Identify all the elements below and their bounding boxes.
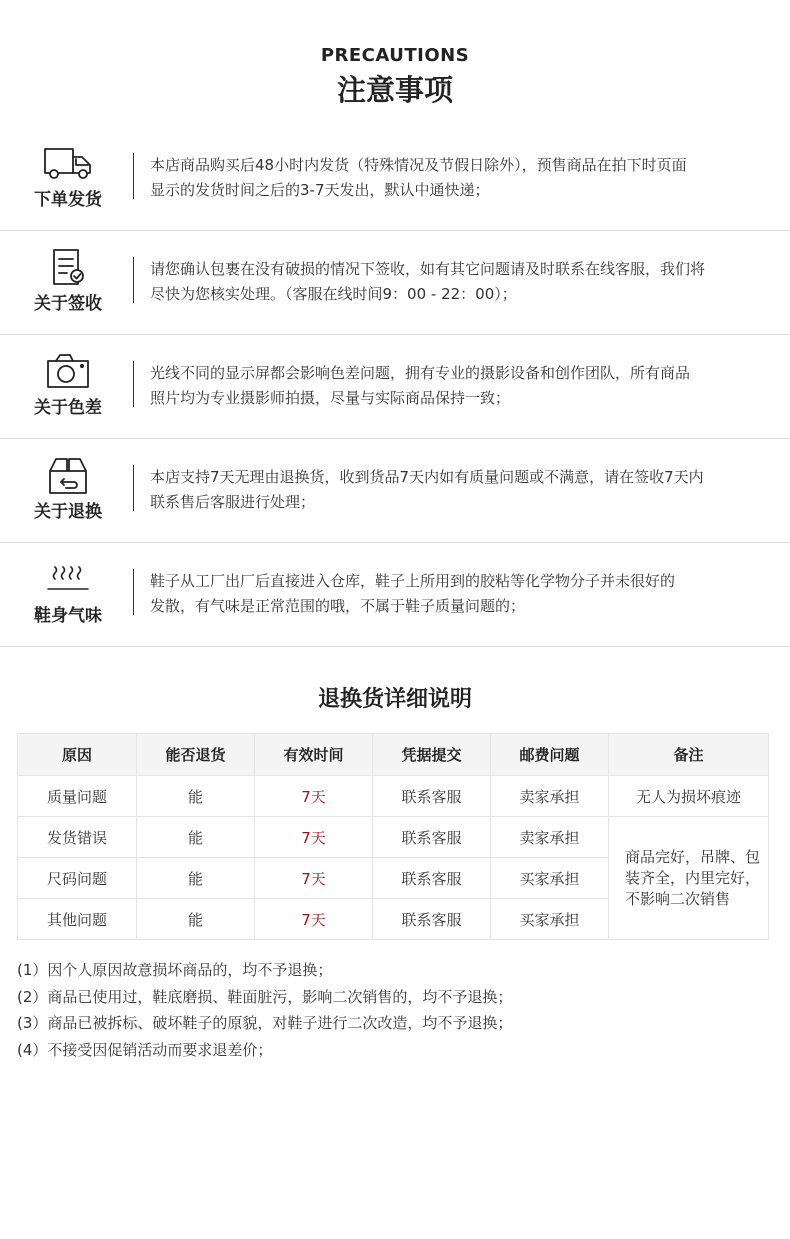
text-line: 发散，有气味是正常范围的哦，不属于鞋子质量问题的； [150,597,526,615]
odor-waves-icon [40,559,96,599]
cell-proof: 联系客服 [373,858,491,899]
precaution-label: 关于色差 [34,398,102,418]
cell-reason: 其他问题 [18,899,137,940]
cell-proof: 联系客服 [373,817,491,858]
text-line: 显示的发货时间之后的3-7天发出，默认中通快递； [150,181,490,199]
header-remark: 备注 [609,734,769,776]
cell-proof: 联系客服 [373,776,491,817]
precaution-row-odor [0,543,790,647]
precaution-row-return [0,439,790,543]
cell-postage: 买家承担 [491,858,609,899]
cell-can-return: 能 [137,858,255,899]
divider [133,465,134,511]
cell-valid-time: 7天 [255,858,373,899]
title-en: PRECAUTIONS [320,45,470,66]
return-box-icon [40,455,96,495]
note-item: (3）商品已被拆标、破坏鞋子的原貌，对鞋子进行二次改造，均不予退换； [17,1014,513,1032]
table-row [18,776,769,817]
text-line: 联系售后客服进行处理； [150,493,316,511]
text-line: 尽快为您核实处理。（客服在线时间9：00 - 22：00）； [150,285,517,303]
text-line: 鞋子从工厂出厂后直接进入仓库，鞋子上所用到的胶粘等化学物分子并未很好的 [150,572,676,590]
text-line: 光线不同的显示屏都会影响色差问题，拥有专业的摄影设备和创作团队，所有商品 [150,364,691,382]
precaution-label: 下单发货 [34,190,102,210]
cell-remark-merged: 商品完好，吊牌、包装齐全，内里完好，不影响二次销售 [609,817,769,940]
cell-can-return: 能 [137,817,255,858]
note-item: (2）商品已使用过，鞋底磨损、鞋面脏污，影响二次销售的，均不予退换； [17,987,513,1006]
cell-reason: 质量问题 [18,776,137,817]
precaution-row-signing [0,231,790,335]
delivery-truck-icon [40,143,96,183]
returns-table [17,733,769,940]
header-can-return: 能否退货 [137,734,255,776]
divider [133,361,134,407]
page-header [0,44,790,110]
precaution-label: 关于签收 [34,294,102,314]
table-row [18,817,769,858]
cell-valid-time: 7天 [255,817,373,858]
cell-proof: 联系客服 [373,899,491,940]
cell-reason: 尺码问题 [18,858,137,899]
precaution-text [150,257,760,307]
cell-postage: 卖家承担 [491,817,609,858]
notes-list [17,957,777,1063]
camera-icon [40,351,96,391]
header-postage: 邮费问题 [491,734,609,776]
cell-remark: 无人为损坏痕迹 [609,776,769,817]
precautions-list [0,127,790,647]
text-line: 本店支持7天无理由退换货，收到货品7天内如有质量问题或不满意，请在签收7天内 [150,468,704,486]
text-line: 请您确认包裹在没有破损的情况下签收，如有其它问题请及时联系在线客服，我们将 [150,260,706,278]
text-line: 照片均为专业摄影师拍摄，尽量与实际商品保持一致； [150,389,511,407]
precaution-text [150,569,760,619]
header-valid-time: 有效时间 [255,734,373,776]
cell-reason: 发货错误 [18,817,137,858]
header-reason: 原因 [18,734,137,776]
returns-title: 退换货详细说明 [317,687,472,712]
cell-postage: 卖家承担 [491,776,609,817]
cell-can-return: 能 [137,899,255,940]
precaution-row-color [0,335,790,439]
title-cn: 注意事项 [336,73,453,107]
precaution-text [150,153,760,203]
cell-postage: 买家承担 [491,899,609,940]
cell-valid-time: 7天 [255,899,373,940]
precaution-row-shipping [0,127,790,231]
text-line: 本店商品购买后48小时内发货（特殊情况及节假日除外），预售商品在拍下时页面 [150,156,687,174]
divider [133,153,134,199]
precaution-label: 关于退换 [34,502,102,522]
precaution-label: 鞋身气味 [34,606,102,626]
note-item: (1）因个人原因故意损坏商品的，均不予退换； [17,961,333,979]
cell-valid-time: 7天 [255,776,373,817]
precaution-text [150,361,760,411]
cell-can-return: 能 [137,776,255,817]
table-header-row [18,734,769,776]
divider [133,257,134,303]
receipt-check-icon [40,247,96,287]
header-proof: 凭据提交 [373,734,491,776]
note-item: (4）不接受因促销活动而要求退差价； [17,1040,273,1059]
precaution-text [150,465,760,515]
divider [133,569,134,615]
